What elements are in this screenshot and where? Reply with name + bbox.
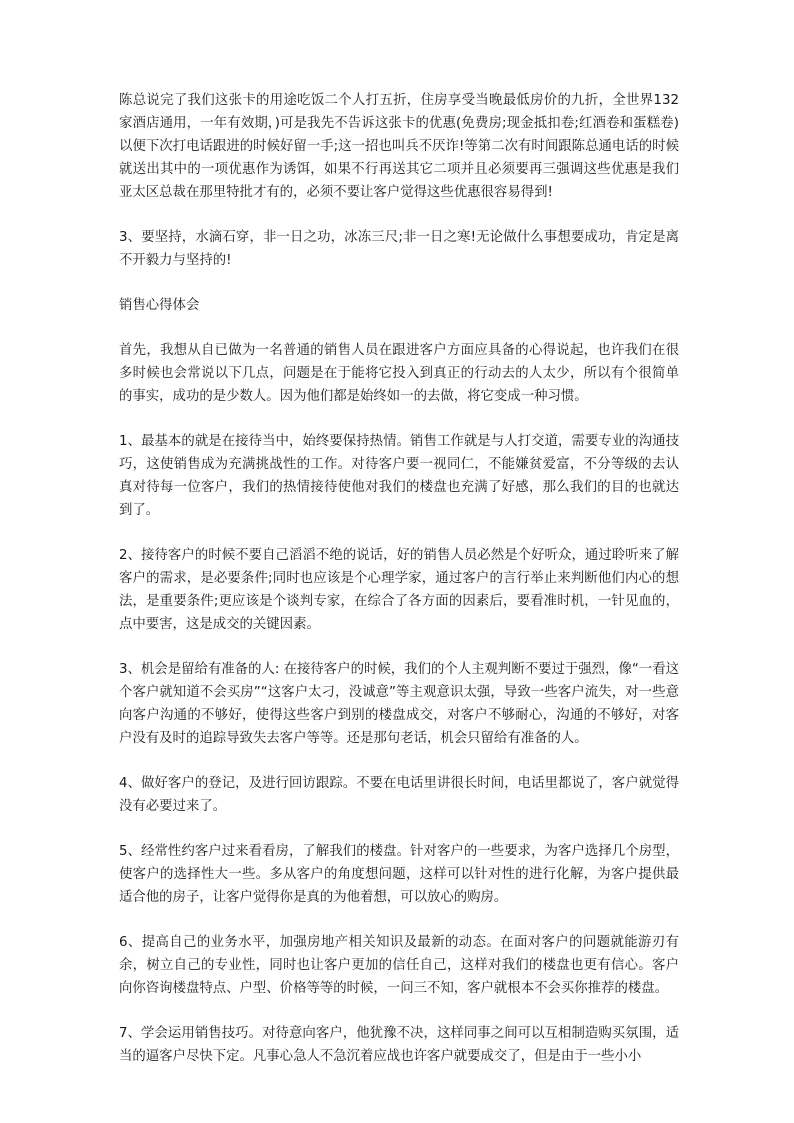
paragraph-point-2: 2、接待客户的时候不要自己滔滔不绝的说话，好的销售人员必然是个好听众，通过聆听来了解客户的需求，是必要条件;同时也应该是个心理学家，通过客户的言行举止来判断他们内心的想法，是重要条件;更应该是个谈判专家，在综合了各方面的因素后，要看准时机，一针见血的，点中要害，这是成交的关键因素。 [119, 548, 679, 632]
paragraph-point-1: 1、最基本的就是在接待当中，始终要保持热情。销售工作就是与人打交道，需要专业的沟通技巧，这使销售成为充满挑战性的工作。对待客户要一视同仁，不能嫌贫爱富，不分等级的去认真对待每一位客户，我们的热情接待使他对我们的楼盘也充满了好感，那么我们的目的也就达到了。 [119, 434, 679, 518]
section-heading: 销售心得体会 [119, 298, 200, 313]
paragraph-point-6: 6、提高自己的业务水平，加强房地产相关知识及最新的动态。在面对客户的问题就能游刃有余，树立自己的专业性，同时也让客户更加的信任自己，这样对我们的楼盘也更有信心。客户向你咨询楼盘特点、户型、价格等等的时候，一问三不知，客户就根本不会买你推荐的楼盘。 [119, 935, 679, 996]
paragraph-point-3: 3、机会是留给有准备的人: 在接待客户的时候，我们的个人主观判断不要过于强烈，像“一看这个客户就知道不会买房”“这客户太刁，没诚意”等主观意识太强，导致一些客户流失，对一些意向客户沟通的不够好，使得这些客户到别的楼盘成交，对客户不够耐心，沟通的不够好，对客户没有及时的追踪导致失去客户等等。还是那句老话，机会只留给有准备的人。 [119, 662, 679, 746]
paragraph-point-7: 7、学会运用销售技巧。对待意向客户，他犹豫不决，这样同事之间可以互相制造购买氛围，适当的逼客户尽快下定。凡事心急人不急沉着应战也许客户就要成交了，但是由于一些小小 [119, 1026, 679, 1064]
paragraph-intro: 陈总说完了我们这张卡的用途吃饭二个人打五折，住房享受当晚最低房价的九折，全世界132家酒店通用，一年有效期，)可是我先不告诉这张卡的优惠(免费房;现金抵扣卷;红酒卷和蛋糕卷)以便下次打电话跟进的时候好留一手;这一招也叫兵不厌诈!等第二次有时间跟陈总通电话的时候就送出其中的一项优惠作为诱饵，如果不行再送其它二项并且必须要再三强调这些优惠是我们亚太区总裁在那里特批才有的，必须不要让客户觉得这些优惠很容易得到! [119, 93, 679, 200]
paragraph-persist: 3、要坚持，水滴石穿，非一日之功，冰冻三尺;非一日之寒!无论做什么事想要成功，肯定是离不开毅力与坚持的! [119, 230, 679, 268]
paragraph-point-5: 5、经常性约客户过来看看房，了解我们的楼盘。针对客户的一些要求，为客户选择几个房型，使客户的选择性大一些。多从客户的角度想问题，这样可以针对性的进行化解，为客户提供最适合他的房子，让客户觉得你是真的为他着想，可以放心的购房。 [119, 844, 679, 905]
paragraph-point-4: 4、做好客户的登记，及进行回访跟踪。不要在电话里讲很长时间，电话里都说了，客户就觉得没有必要过来了。 [119, 776, 679, 814]
paragraph-first: 首先，我想从自已做为一名普通的销售人员在跟进客户方面应具备的心得说起，也许我们在很多时候也会常说以下几点，问题是在于能将它投入到真正的行动去的人太少，所以有个很简单的事实，成功的是少数人。因为他们都是始终如一的去做，将它变成一种习惯。 [119, 343, 679, 404]
document-body [119, 89, 679, 1090]
